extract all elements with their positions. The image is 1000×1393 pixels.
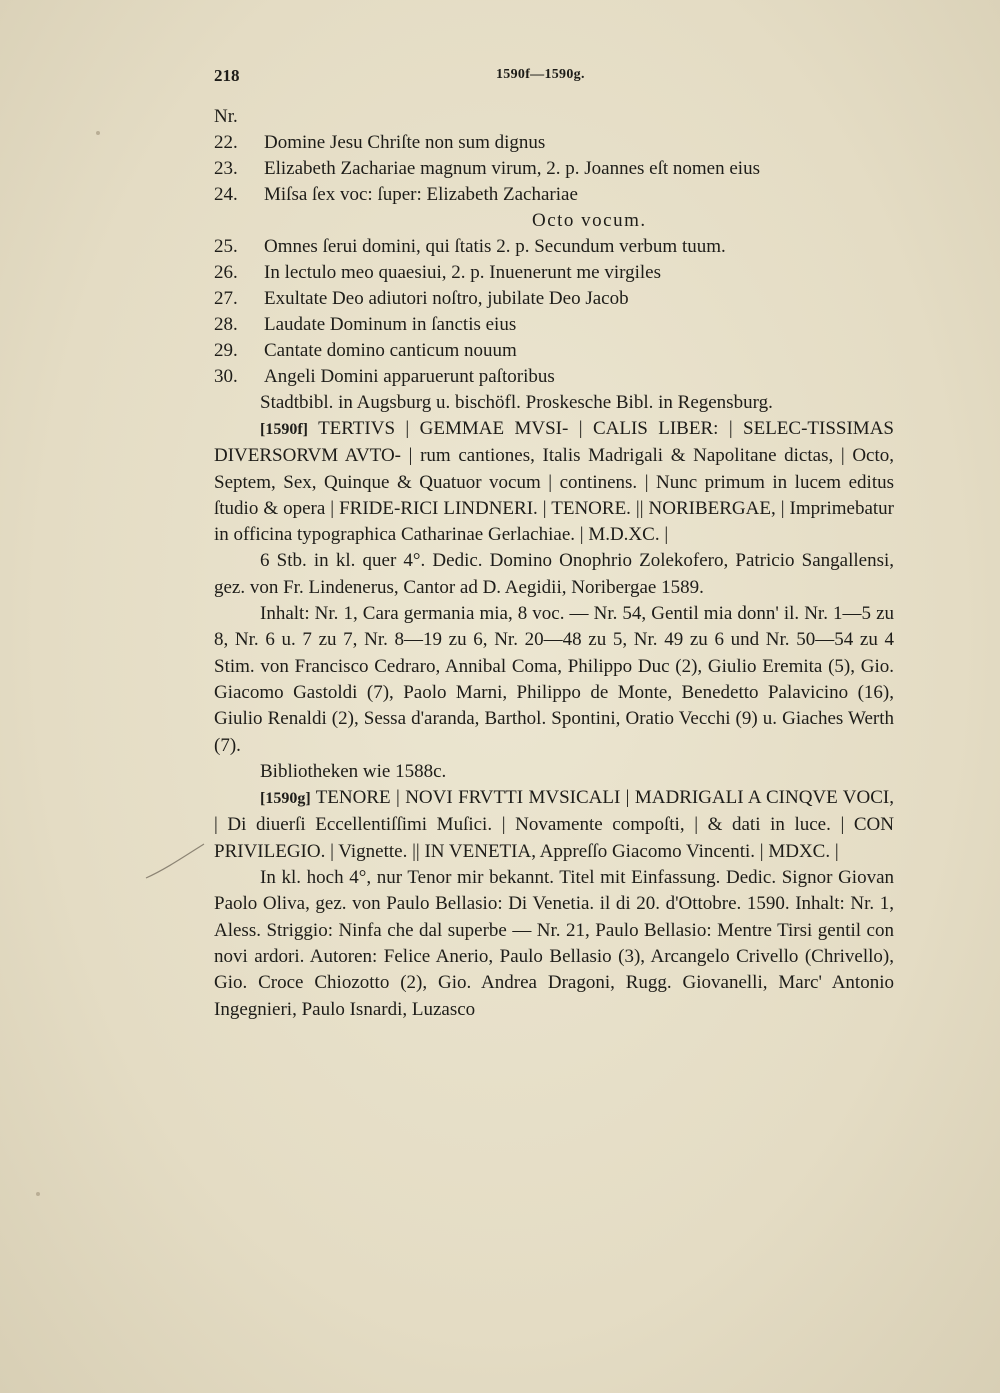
pencil-mark: [144, 842, 206, 882]
page-body: [214, 104, 894, 1023]
item-number: 28.: [214, 314, 238, 335]
page-header: [214, 66, 894, 90]
voices-subheading: Octo vocum.: [532, 210, 647, 231]
list-item: [214, 130, 894, 156]
paper-speck: [96, 131, 100, 135]
list-item: [214, 260, 894, 286]
entry-siglum: [1590f]: [260, 421, 308, 438]
page-number: 218: [214, 66, 240, 85]
paper-speck: [36, 1192, 40, 1196]
item-number: 30.: [214, 366, 238, 387]
list-item: [214, 156, 894, 182]
item-text: Miſsa ſex voc: ſuper: Elizabeth Zachariae: [264, 184, 578, 205]
item-number: 24.: [214, 184, 238, 205]
item-text: Omnes ſerui domini, qui ſtatis 2. p. Secundum verbum tuum.: [264, 236, 726, 257]
item-text: Elizabeth Zachariae magnum virum, 2. p. Joannes eſt nomen eius: [264, 158, 760, 179]
item-number: 23.: [214, 158, 238, 179]
nr-label: Nr.: [214, 106, 238, 127]
list-item: [214, 312, 894, 338]
entry-1590f-description: 6 Stb. in kl. quer 4°. Dedic. Domino Onophrio Zolekofero, Patricio Sangallensi, gez. von Fr. Lindenerus, Cantor ad D. Aegidii, Noribergae 1589.: [214, 550, 894, 598]
item-text: Cantate domino canticum nouum: [264, 340, 517, 361]
item-number: 27.: [214, 288, 238, 309]
entry-title-text: TERTIVS | GEMMAE MVSI- | CALIS LIBER: | SELEC-TISSIMAS DIVERSORVM AVTO- | rum cantiones, Italis Madrigali & Napolitane dictas, | Octo, Septem, Sex, Quinque & Quatuor vocum | continens. | Nunc primum in lucem editus ſtudio & opera | FRIDE-RICI LINDNERI. | TENORE. || NORIBERGAE, | Imprimebatur in officina typographica Catharinae Gerlachiae. | M.D.XC. |: [214, 418, 894, 546]
item-text: Domine Jesu Chriſte non sum dignus: [264, 132, 546, 153]
entry-1590f-contents: Inhalt: Nr. 1, Cara germania mia, 8 voc. — Nr. 54, Gentil mia donn' il. Nr. 1—5 zu 8, Nr. 6 u. 7 zu 7, Nr. 8—19 zu 6, Nr. 20—48 zu 5, Nr. 49 zu 6 und Nr. 50—54 zu 4 Stim. von Francisco Cedraro, Annibal Coma, Philippo Duc (2), Giulio Eremita (5), Gio. Giacomo Gastoldi (7), Paolo Marni, Philippo de Monte, Benedetto Palavicino (16), Giulio Renaldi (2), Sessa d'aranda, Barthol. Spontini, Oratio Vecchi (9) u. Giaches Werth (7).: [214, 603, 894, 756]
list-item: [214, 364, 894, 390]
entry-1590g-description: In kl. hoch 4°, nur Tenor mir bekannt. Titel mit Einfassung. Dedic. Signor Giovan Paolo Oliva, gez. von Paulo Bellasio: Di Venetia. il di 20. d'Ottobre. 1590. Inhalt: Nr. 1, Aless. Striggio: Ninfa che dal superbe — Nr. 21, Paulo Bellasio: Mentre Tirsi gentil con novi ardori. Autoren: Felice Anerio, Paulo Bellasio (3), Arcangelo Crivello (Chrivello), Gio. Croce Chiozotto (2), Gio. Andrea Dragoni, Rugg. Giovanelli, Marc' Antonio Ingegnieri, Paulo Isnardi, Luzasco: [214, 867, 894, 1020]
entry-1590g-title: [214, 785, 894, 865]
entry-title-text: TENORE | NOVI FRVTTI MVSICALI | MADRIGALI A CINQVE VOCI, | Di diuerſi Eccellentiſſimi Muſici. | Novamente compoſti, | & dati in luce. | CON PRIVILEGIO. | Vignette. || IN VENETIA, Appreſſo Giacomo Vincenti. | MDXC. |: [214, 787, 894, 862]
item-text: In lectulo meo quaesiui, 2. p. Inuenerunt me virgiles: [264, 262, 661, 283]
item-number: 25.: [214, 236, 238, 257]
item-number: 29.: [214, 340, 238, 361]
entry-siglum: [1590g]: [260, 790, 311, 808]
item-number: 26.: [214, 262, 238, 283]
item-text: Laudate Dominum in ſanctis eius: [264, 314, 517, 335]
entry-1590f-libraries: Bibliotheken wie 1588c.: [260, 760, 447, 782]
list-item: [214, 286, 894, 312]
list-item: [214, 234, 894, 260]
running-title: 1590f—1590g.: [496, 67, 585, 82]
entry-1590f-title: [214, 416, 894, 548]
item-number: 22.: [214, 132, 238, 153]
list-item: [214, 182, 894, 208]
item-text: Exultate Deo adiutori noſtro, jubilate Deo Jacob: [264, 288, 629, 309]
list-item: [214, 338, 894, 364]
item-text: Angeli Domini apparuerunt paſtoribus: [264, 366, 555, 387]
library-holdings: Stadtbibl. in Augsburg u. bischöfl. Proskesche Bibl. in Regensburg.: [260, 392, 773, 413]
